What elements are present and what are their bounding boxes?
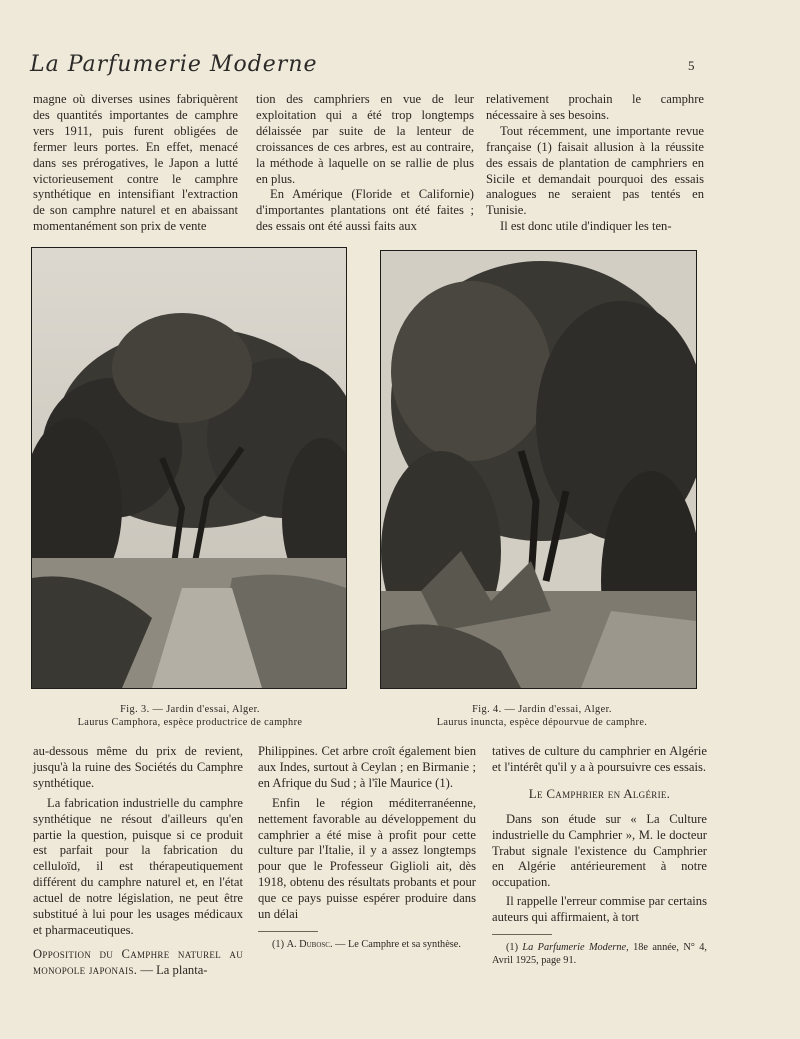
paragraph: Enfin le région méditerranéenne, nettement favorable au développement du camphrier a été mise à profit pour cette culture par l'Italie, il y a assez longtemps pour que le Professeur Giglioli ait, dès 1918, obtenu des résultats probants et pour que ce pays puisse espérer produire dans un délai [258,795,476,922]
figure-4-caption [392,703,692,729]
top-column-1 [33,92,238,235]
footnote-number: (1) [506,942,523,954]
top-column-2 [256,92,474,235]
caption-line: Fig. 4. — Jardin d'essai, Alger. [472,704,612,715]
paragraph: La fabrication industrielle du camphre synthétique ne résout d'ailleurs qu'en partie la question, puisque si ce produit est parfait pour la fabrication du celluloïd, il est thérapeutiquement différent du camphre naturel et, en l'état actuel de notre législation, ne peut être substitué à lui pour les usages médicaux et pharmaceutiques. [33,795,243,937]
caption-line: Laurus Camphora, espèce productrice de camphre [77,717,303,728]
footnote-rule [492,934,552,935]
paragraph: relativement prochain le camphre nécessaire à ses besoins. [486,92,704,122]
caption-line: Laurus inuncta, espèce dépourvue de camphre. [436,717,648,728]
bottom-column-1 [33,744,243,979]
footnote [492,941,707,967]
bottom-column-3 [492,744,707,967]
paragraph: Il est donc utile d'indiquer les ten- [500,219,672,234]
section-heading-paragraph [33,947,243,979]
paragraph: Dans son étude sur « La Culture industrielle du Camphrier », M. le docteur Trabut signale l'existence du Camphrier en Algérie antérieurement à notre occupation. [492,811,707,890]
footnote-text: 18e année, N° 4, Avril 1925, page 91. [492,942,707,967]
footnote-author: A. Dubosc. [286,938,333,950]
footnote [258,938,476,951]
figure-4-photo [380,250,697,689]
footnote-number: (1) [272,938,287,950]
footnote-journal: La Parfumerie Moderne, [522,942,629,954]
paragraph: Philippines. Cet arbre croît également bien aux Indes, surtout à Ceylan ; en Birmanie ; en Afrique du Sud ; à l'île Maurice (1). [258,744,476,790]
paragraph: En Amérique (Floride et Californie) d'importantes plantations ont été faites ; des essais ont été aussi faits aux [256,187,474,234]
journal-title: La Parfumerie Moderne [30,52,318,77]
figure-3-photo [31,247,347,689]
footnote-text: — Le Camphre et sa synthèse. [332,938,461,950]
top-column-3 [486,92,704,235]
caption-line: Fig. 3. — Jardin d'essai, Alger. [120,704,260,715]
paragraph: tion des camphriers en vue de leur exploitation qui a été trop longtemps délaissée par suite de la lenteur de croissances de ces arbres, est au contraire, la méthode à laquelle on se rallie de plus en plus. [256,92,474,186]
paragraph: au-dessous même du prix de revient, jusqu'à la ruine des Sociétés du Camphre synthétique. [33,744,243,790]
section-heading: Le Camphrier en Algérie. [528,785,671,801]
paragraph: Il rappelle l'erreur commise par certains auteurs qui affirmaient, à tort [492,894,707,925]
section-heading: Opposition du Camphre naturel au monopole japonais. [33,946,243,977]
journal-masthead [30,52,680,82]
paragraph: tatives de culture du camphrier en Algérie et l'intérêt qu'il y a à poursuivre ces essais. [492,744,707,774]
paragraph: Tout récemment, une importante revue française (1) faisait allusion à la réussite des essais de plantation de camphriers en Sicile et demandait pourquoi des essais analogues ne seraient pas tentés en Tunisie. [486,123,704,218]
figure-3-caption [40,703,340,729]
paragraph: magne où diverses usines fabriquèrent des quantités importantes de camphre vers 1911, puis furent obligées de fermer leurs portes. En effet, menacé dans ses prérogatives, le Japon a lutté victorieusement contre le camphre synthétique en intensifiant l'extraction de son camphre naturel et en abaissant momentanément son prix de vente [33,92,238,234]
bottom-column-2 [258,744,476,951]
page-number: 5 [688,58,695,73]
heading-tail: — La planta- [137,962,208,977]
footnote-rule [258,931,318,932]
